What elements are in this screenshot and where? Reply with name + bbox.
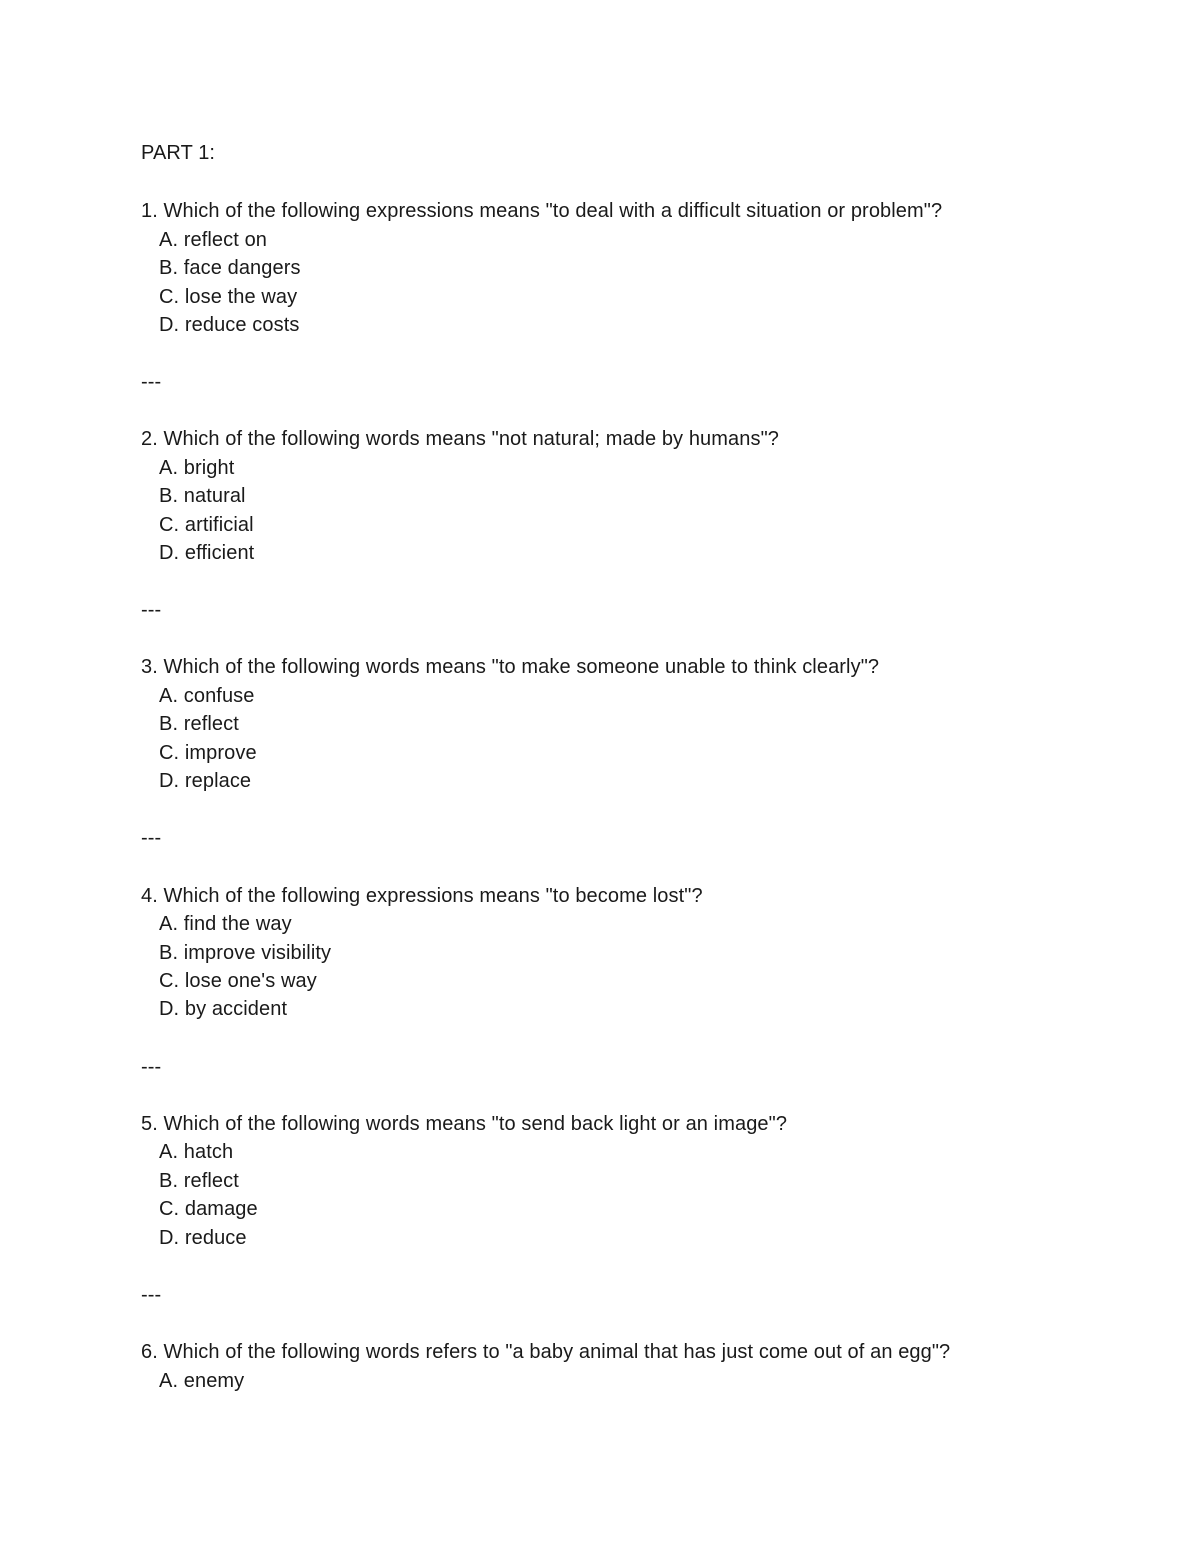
separator: ---: [141, 371, 162, 393]
answer-option: A. confuse: [159, 685, 255, 707]
answer-option: B. reflect: [159, 1170, 239, 1192]
answer-option: D. by accident: [159, 998, 288, 1020]
separator: ---: [141, 1056, 162, 1078]
answer-option: B. face dangers: [159, 257, 301, 279]
answer-option: A. find the way: [159, 913, 292, 935]
answer-option: C. improve: [159, 742, 257, 764]
answer-option: D. reduce: [159, 1227, 247, 1249]
question-text: 6. Which of the following words refers to "a baby animal that has just come out of an egg"?: [141, 1341, 951, 1363]
separator: ---: [141, 1284, 162, 1306]
question-text: 1. Which of the following expressions means "to deal with a difficult situation or problem"?: [141, 200, 943, 222]
answer-option: A. enemy: [159, 1370, 245, 1392]
answer-option: D. reduce costs: [159, 314, 300, 336]
separator: ---: [141, 827, 162, 849]
question-text: 5. Which of the following words means "to send back light or an image"?: [141, 1113, 788, 1135]
part-heading: PART 1:: [141, 142, 216, 164]
answer-option: A. hatch: [159, 1141, 234, 1163]
separator: ---: [141, 599, 162, 621]
answer-option: A. reflect on: [159, 229, 268, 251]
answer-option: C. lose one's way: [159, 970, 317, 992]
answer-option: B. reflect: [159, 713, 239, 735]
answer-option: B. improve visibility: [159, 942, 332, 964]
answer-option: D. efficient: [159, 542, 255, 564]
answer-option: A. bright: [159, 457, 235, 479]
answer-option: D. replace: [159, 770, 252, 792]
answer-option: C. lose the way: [159, 286, 298, 308]
question-text: 2. Which of the following words means "not natural; made by humans"?: [141, 428, 779, 450]
question-text: 3. Which of the following words means "to make someone unable to think clearly"?: [141, 656, 880, 678]
answer-option: C. damage: [159, 1198, 258, 1220]
question-text: 4. Which of the following expressions means "to become lost"?: [141, 885, 703, 907]
answer-option: C. artificial: [159, 514, 254, 536]
answer-option: B. natural: [159, 485, 246, 507]
